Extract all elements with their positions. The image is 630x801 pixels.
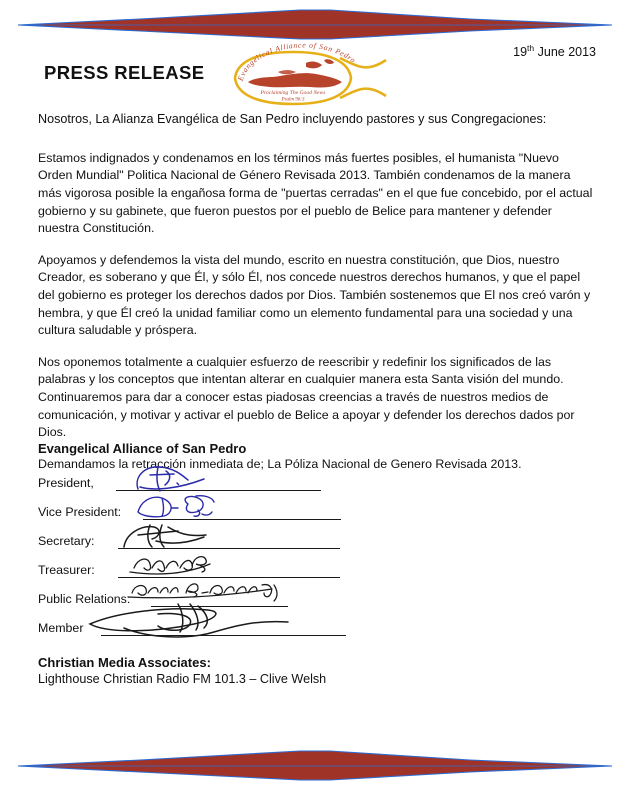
signature-row-treasurer (38, 552, 438, 581)
logo-arc-text: Evangelical Alliance of San Pedro (235, 40, 358, 83)
signature-line[interactable] (118, 577, 340, 578)
signature-label: President, (38, 476, 94, 490)
document-date (513, 42, 596, 59)
signature-line[interactable] (151, 606, 288, 607)
signature-block (38, 441, 438, 639)
footer-title: Christian Media Associates: (38, 655, 211, 670)
signature-label: Treasurer: (38, 563, 95, 577)
organization-logo (218, 38, 398, 113)
date-rest: June 2013 (534, 45, 596, 59)
paragraph-2: Apoyamos y defendemos la vista del mundo, escrito en nuestra constitución, que Dios, nuestro Creador, es soberano y que Él, y sólo Él, nos concede nuestros derechos humanos, y que el papel del gobierno es proteger los derechos dados por Dios. También sostenemos que El nos creó varón y hembra, y que Él creó la unidad familiar como un elemento fundamental para una sociedad y una cultura saludable y próspera. (38, 252, 591, 338)
signature-block-title: Evangelical Alliance of San Pedro (38, 441, 247, 456)
salutation: Nosotros, La Alianza Evangélica de San Pedro incluyendo pastores y sus Congregaciones: (38, 112, 547, 126)
signature-row-public-relations (38, 581, 438, 610)
paragraph-3: Nos oponemos totalmente a cualquier esfuerzo de reescribir y redefinir los significados de las palabras y los conceptos que intentan alterar en cualquier manera esta Santa visión del mundo. Continuaremos para dar a conocer estas piadosas creencias a través de nuestros medios de comunicación, y motivar y activar el pueblo de Belice a apoyar y defender los derechos dados por Dios. (38, 354, 575, 440)
document-footer (38, 655, 458, 686)
signature-label: Vice President: (38, 505, 122, 519)
date-day: 19 (513, 45, 528, 59)
bottom-divider-ornament (0, 745, 630, 785)
page-title: PRESS RELEASE (44, 62, 205, 83)
logo-sub-text: Proclaiming The Good News (260, 90, 326, 96)
signature-row-secretary (38, 523, 438, 552)
date-ordinal: th (527, 42, 535, 53)
footer-line: Lighthouse Christian Radio FM 101.3 – Clive Welsh (38, 672, 327, 686)
demand-statement: Demandamos la retracción inmediata de; La Póliza Nacional de Genero Revisada 2013. (38, 456, 522, 471)
signature-line[interactable] (116, 490, 321, 491)
signature-line[interactable] (118, 548, 340, 549)
logo-sub-text-2: Psalm 96:3 (281, 97, 305, 103)
signature-label: Secretary: (38, 534, 95, 548)
signature-line[interactable] (143, 519, 341, 520)
signature-row-member (38, 610, 438, 639)
document-body (38, 112, 594, 489)
signature-row-vice-president (38, 494, 438, 523)
signature-label: Member (38, 621, 84, 635)
signature-label: Public Relations: (38, 592, 131, 606)
signature-line[interactable] (101, 635, 346, 636)
paragraph-1: Estamos indignados y condenamos en los términos más fuertes posibles, el humanista "Nuevo Orden Mundial" Politica Nacional de Género Revisada 2013. También condenamos de la manera más vigorosa posible la engañosa forma de "puertas cerradas" en el que fue concebido, por el actual gobierno y su gabinete, que fueron puestos por el pueblo de Belice para mantener y defender nuestra Constitución. (38, 150, 593, 236)
signature-row-president (38, 465, 438, 494)
